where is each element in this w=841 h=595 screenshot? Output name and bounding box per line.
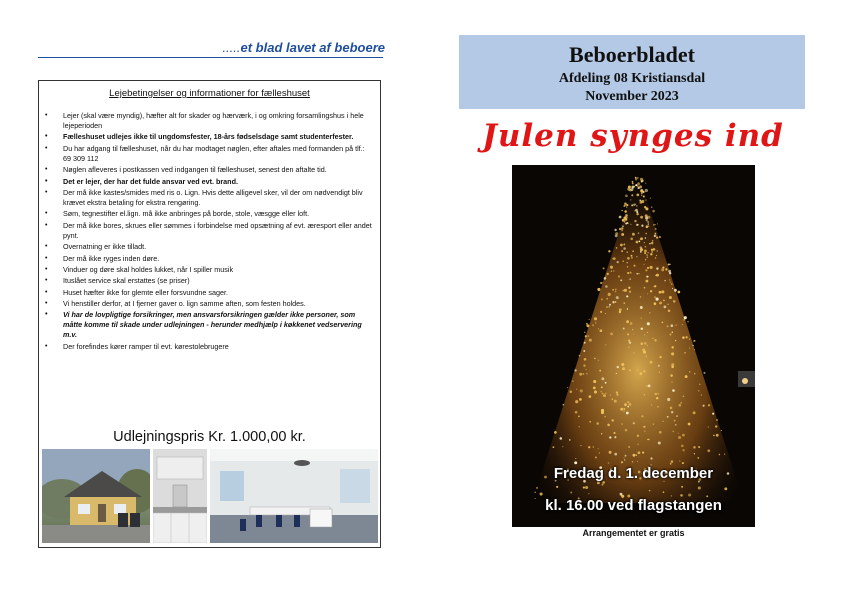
rule-item: • Det er lejer, der har det fulde ansvar ved evt. brand. [45,177,373,187]
tagline-dots: ..... [222,40,241,55]
event-headline: Julen synges ind [482,118,784,154]
rule-item: • Der forefindes kører ramper til evt. kørestolebrugere [45,342,373,352]
newsletter-title: Beboerbladet [569,42,695,67]
rule-item: • Fælleshuset udlejes ikke til ungdomsfester, 18-års fødselsdage samt studenterfester. [45,132,373,142]
event-date: Fredag d. 1. december [553,465,714,482]
christmas-tree-photo [512,165,755,527]
rule-item: • Vi henstiller derfor, at I fjerner gaver o. lign samme aften, som festen holdes. [45,299,373,309]
rule-item: • Huset hæfter ikke for glemte eller forsvundne sager. [45,288,373,298]
rule-item: • Søm, tegnestifter el.lign. må ikke anbringes på borde, stole, væsgge eller loft. [45,209,373,219]
rule-item: • Der må ikke ryges inden døre. [45,254,373,264]
tagline-rule [38,57,383,58]
issue-date: November 2023 [585,89,679,104]
rules-list [45,111,373,353]
rule-item: • Vinduer og døre skal holdes lukket, når I spiller musik [45,265,373,275]
event-time-place: kl. 16.00 ved flagstangen [545,497,722,514]
house-exterior-photo [42,449,150,543]
rule-item: • Der må ikke bores, skrues eller sømmes i forbindelse med opsætning af evt. æresport eller andet pynt. [45,221,373,241]
department-line: Afdeling 08 Kristiansdal [558,71,706,86]
rule-item: • Vi har de lovpligtige forsikringer, men ansvarsforsikringen gælder ikke personer, som måtte komme til skade under udlejningen - herunder medhjælp i køkkenet vedservering m.v. [45,310,373,340]
rule-item: • Nøglen afleveres i postkassen ved indgangen til fælleshuset, senest den aftalte tid. [45,165,373,175]
rule-item: • Der må ikke kastes/smides med ris o. Lign. Hvis dette alligevel sker, vil der om nødvendigt bliv krævet ekstra betaling for ekstra rengøring. [45,188,373,208]
newsletter-header [459,35,805,109]
tagline [190,40,385,55]
rule-item: • Du har adgang til fælleshuset, når du har modtaget nøglen, efter aftales med formanden på tlf.: 69 309 112 [45,144,373,164]
rental-price: Udlejningspris Kr. 1.000,00 kr. [113,429,306,445]
party-hall-photo [210,449,378,543]
tagline-text: et blad lavet af beboere [240,40,385,55]
rule-item: • Lejer (skal være myndig), hæfter alt for skader og hærværk, i og omkring forsamlingshus i hele lejeperioden [45,111,373,131]
rules-title: Lejebetingelser og informationer for fælleshuset [109,88,310,99]
free-admission-note: Arrangementet er gratis [582,528,685,538]
rule-item: • Overnatning er ikke tilladt. [45,242,373,252]
rental-rules-box [38,80,381,548]
rule-item: • Ituslået service skal erstattes (se priser) [45,276,373,286]
kitchen-photo [153,449,207,543]
